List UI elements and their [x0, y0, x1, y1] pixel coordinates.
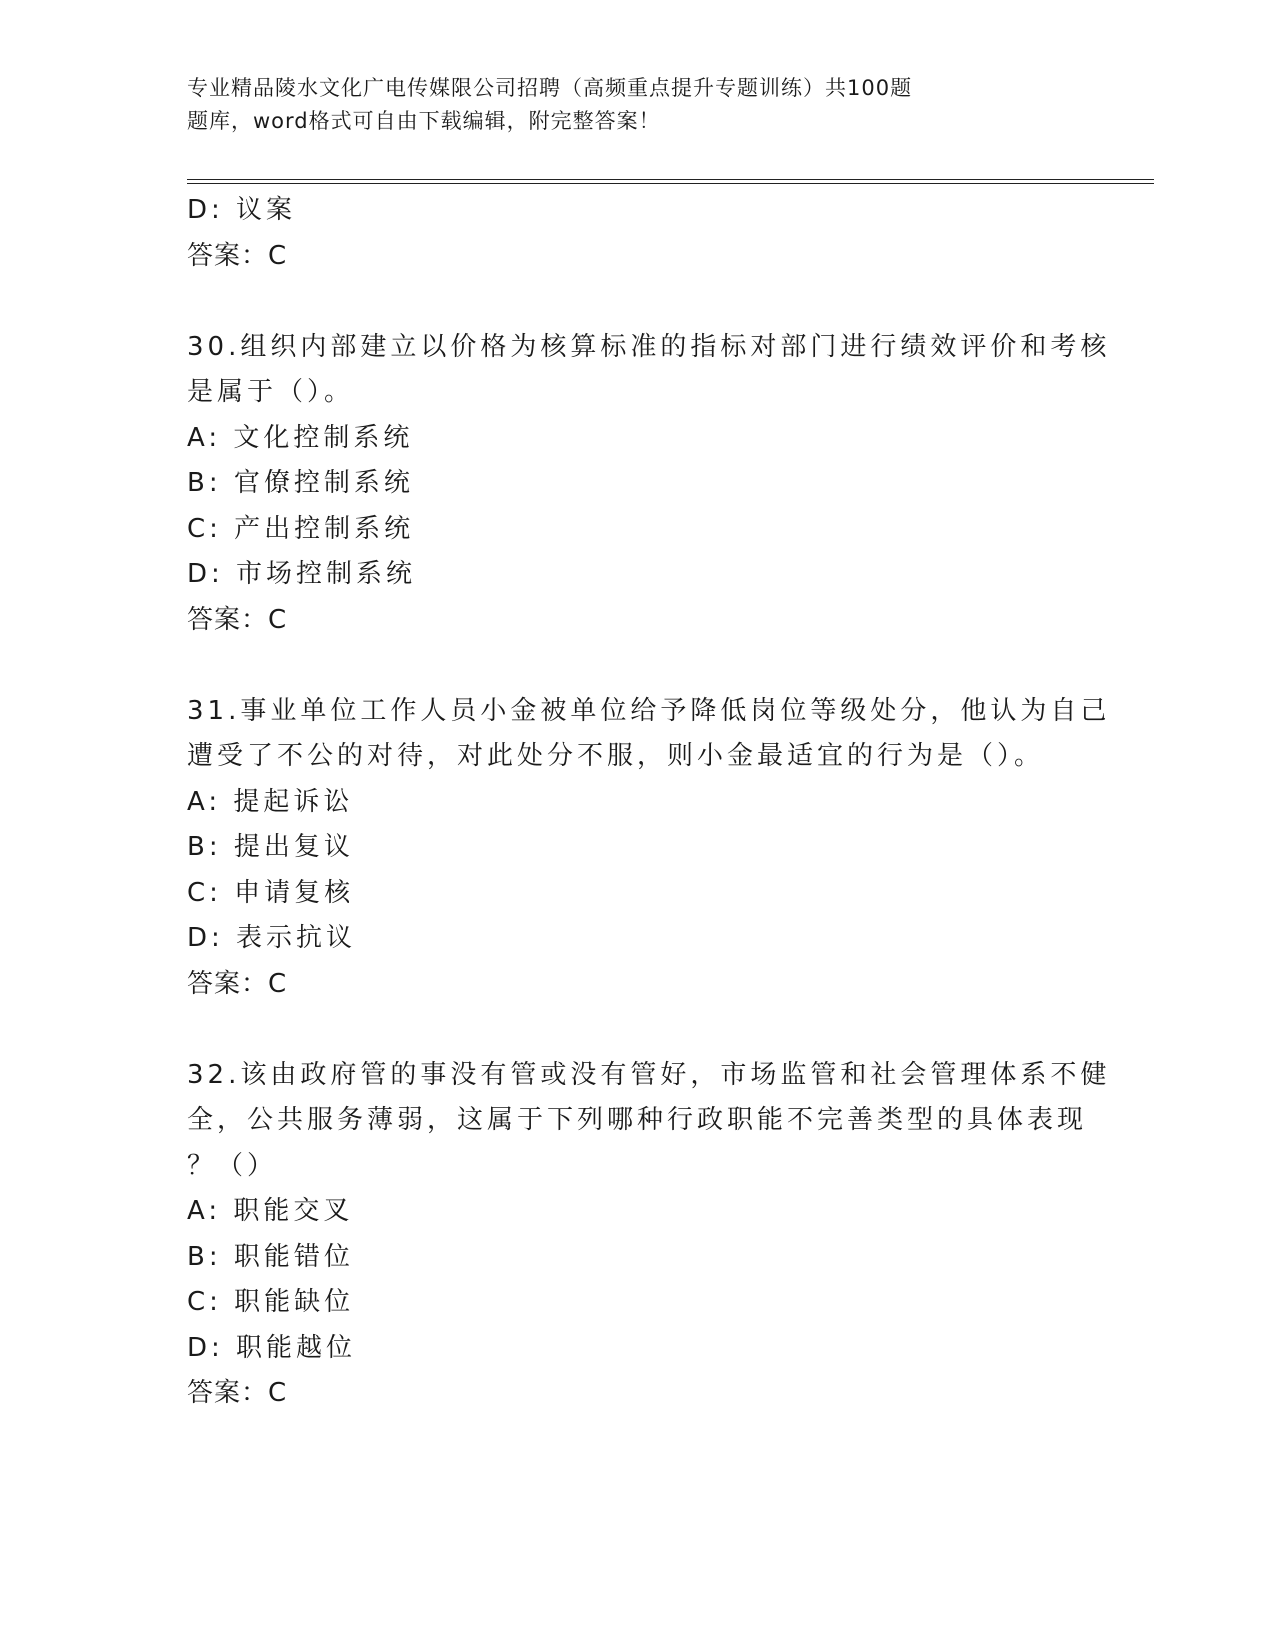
- document-header: [187, 72, 1047, 138]
- question-text-line: 是属于（）。: [187, 377, 355, 407]
- option-a: A: 文化控制系统: [187, 422, 414, 453]
- spacer: [187, 643, 1087, 689]
- document-body: [187, 188, 1111, 1417]
- previous-question-tail: [187, 188, 1087, 279]
- answer-line: 答案：C: [187, 240, 288, 271]
- option-a: A: 提起诉讼: [187, 786, 354, 817]
- option-b: B: 提出复议: [187, 832, 354, 862]
- question-text-line: ？（）: [187, 1150, 278, 1181]
- question-31: [187, 689, 1111, 1008]
- option-d: D: 表示抗议: [187, 923, 357, 953]
- question-text-line: 30.组织内部建立以价格为核算标准的指标对部门进行绩效评价和考核: [187, 331, 1111, 362]
- header-line-2: 题库，word格式可自由下载编辑，附完整答案！: [187, 109, 661, 133]
- question-text-line: 全，公共服务薄弱，这属于下列哪种行政职能不完善类型的具体表现: [187, 1105, 1088, 1135]
- spacer: [187, 1007, 1087, 1053]
- spacer: [187, 279, 1087, 325]
- header-divider: [187, 179, 1154, 184]
- option-a: A: 职能交叉: [187, 1196, 354, 1226]
- answer-line: 答案：C: [187, 604, 288, 635]
- option-c: C: 产出控制系统: [187, 513, 415, 544]
- answer-line: 答案：C: [187, 968, 288, 999]
- answer-line: 答案：C: [187, 1378, 288, 1408]
- option-b: B: 官僚控制系统: [187, 468, 414, 498]
- question-text-line: 32.该由政府管的事没有管或没有管好，市场监管和社会管理体系不健: [187, 1059, 1111, 1090]
- question-text-line: 遭受了不公的对待，对此处分不服，则小金最适宜的行为是（）。: [187, 741, 1045, 771]
- question-32: [187, 1053, 1111, 1417]
- question-text-line: 31.事业单位工作人员小金被单位给予降低岗位等级处分，他认为自己: [187, 695, 1111, 726]
- option-c: C: 申请复核: [187, 877, 355, 908]
- option-c: C: 职能缺位: [187, 1287, 355, 1317]
- option-b: B: 职能错位: [187, 1241, 354, 1272]
- option-d: D: 职能越位: [187, 1332, 357, 1363]
- option-d: D: 市场控制系统: [187, 559, 417, 589]
- option-d: D: 议案: [187, 195, 297, 225]
- question-30: [187, 325, 1111, 644]
- header-line-1: 专业精品陵水文化广电传媒限公司招聘（高频重点提升专题训练）共100题: [187, 76, 913, 100]
